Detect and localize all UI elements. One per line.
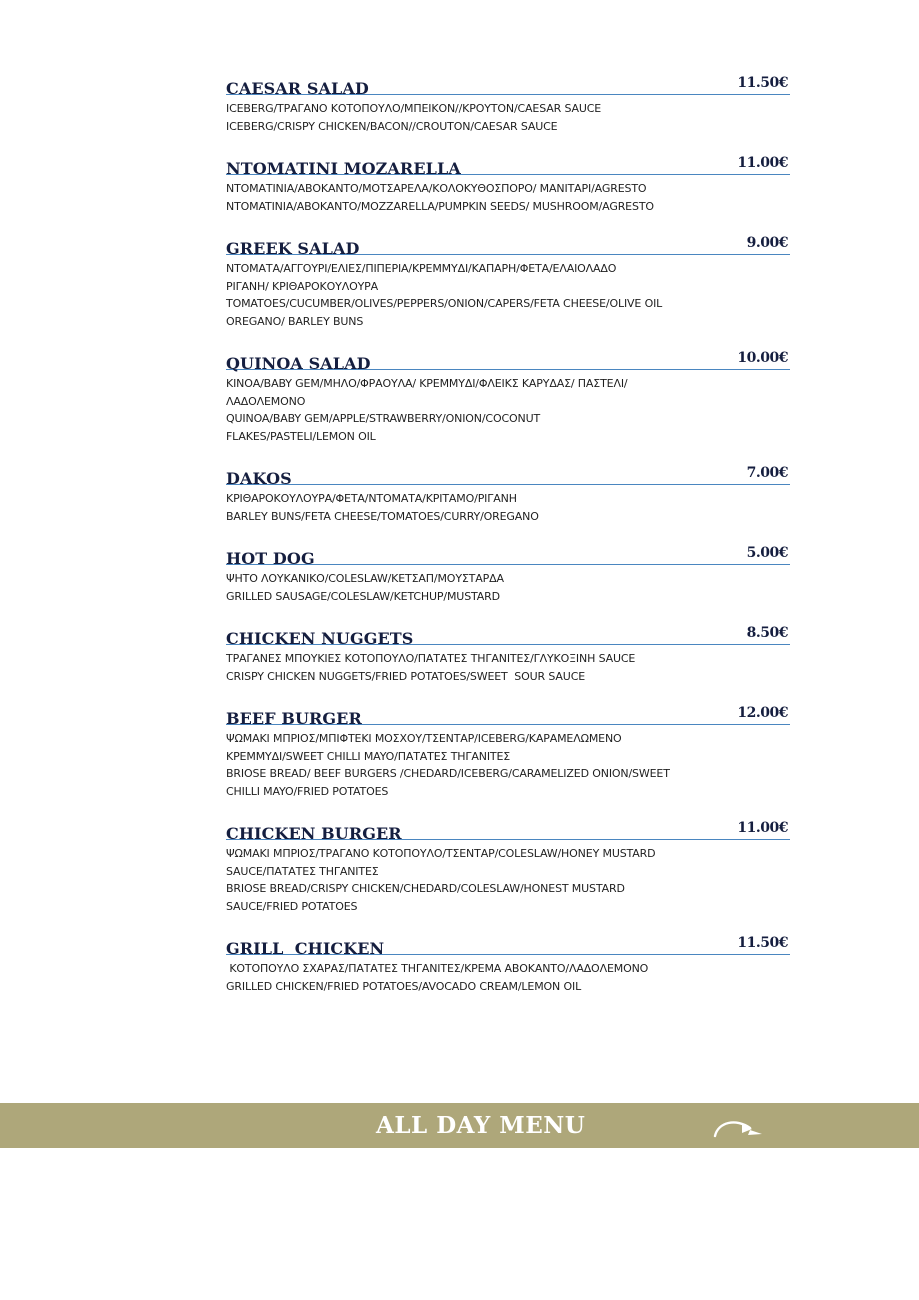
menu-item: [226, 76, 790, 135]
menu-item: [226, 156, 790, 215]
menu-item: [226, 351, 790, 445]
menu-item-price: 7.00€: [746, 465, 788, 481]
menu-item-price: 10.00€: [737, 350, 788, 366]
description-line: ΛΑΔΟΛΕΜΟΝΟ: [226, 394, 306, 408]
menu-item-description: [226, 100, 790, 135]
menu-item-header: [226, 465, 790, 488]
menu-item-name: DAKOS: [226, 469, 292, 488]
menu-item-description: [226, 375, 790, 445]
menu-item-name: NTOMATINI MOZARELLA: [226, 159, 461, 178]
description-line: BRIOSE BREAD/CRISPY CHICKEN/CHEDARD/COLESLAW/HONEST MUSTARD: [226, 882, 625, 895]
menu-item-name: CAESAR SALAD: [226, 79, 369, 98]
menu-item: [226, 706, 790, 800]
description-line: ΨΗΤΟ ΛΟΥΚΑΝΙΚΟ/COLESLAW/ΚΕΤΣΑΠ/ΜΟΥΣΤΑΡΔΑ: [226, 572, 504, 585]
menu-item-name: BEEF BURGER: [226, 709, 362, 728]
description-line: ΨΩΜΑΚΙ ΜΠΡΙΟΣ/ΜΠΙΦΤΕΚΙ ΜΟΣΧΟΥ/ΤΣΕΝΤΑΡ/ICEBERG/ΚΑΡΑΜΕΛΩΜΕΝΟ: [226, 732, 622, 745]
description-line: ΡΙΓΑΝΗ/ ΚΡΙΘΑΡΟΚΟΥΛΟΥΡΑ: [226, 279, 379, 293]
menu-item-name: CHICKEN NUGGETS: [226, 629, 414, 648]
description-line: BARLEY BUNS/FETA CHEESE/TOMATOES/CURRY/OREGANO: [226, 509, 539, 523]
menu-item-header: [226, 935, 790, 958]
menu-item: [226, 546, 790, 605]
menu-item-header: [226, 155, 790, 178]
description-line: ICEBERG/CRISPY CHICKEN/BACON//CROUTON/CAESAR SAUCE: [226, 119, 558, 133]
description-line: ΤΡΑΓΑΝΕΣ ΜΠΟΥΚΙΕΣ ΚΟΤΟΠΟΥΛΟ/ΠΑΤΑΤΕΣ ΤΗΓΑΝΙΤΕΣ/ΓΛΥΚΟΞΙΝΗ SAUCE: [226, 652, 636, 665]
footer-band: [0, 1103, 919, 1148]
menu-item-description: [226, 180, 790, 215]
menu-item-description: [226, 845, 790, 915]
description-line: ΚΙΝΟΑ/BABY GEM/ΜΗΛΟ/ΦΡΑΟΥΛΑ/ ΚΡΕΜΜΥΔΙ/ΦΛΕΙΚΣ ΚΑΡΥΔΑΣ/ ΠΑΣΤΕΛΙ/: [226, 377, 628, 390]
menu-item-description: [226, 960, 790, 995]
menu-item-description: [226, 260, 790, 330]
menu-item-description: [226, 650, 790, 685]
menu-item-header: [226, 75, 790, 98]
menu-item-price: 8.50€: [746, 625, 788, 641]
menu-item-price: 11.00€: [737, 155, 788, 171]
description-line: ICEBERG/ΤΡΑΓΑΝΟ ΚΟΤΟΠΟΥΛΟ/ΜΠΕΙΚΟΝ//ΚΡΟΥΤΟΝ/CAESAR SAUCE: [226, 102, 602, 115]
menu-item-price: 11.50€: [737, 935, 788, 951]
description-line: SAUCE/ΠΑΤΑΤΕΣ ΤΗΓΑΝΙΤΕΣ: [226, 864, 379, 878]
menu-item: [226, 821, 790, 915]
description-line: OREGANO/ BARLEY BUNS: [226, 314, 364, 328]
description-line: NTOMATINIA/ABOKANTO/MOZZARELLA/PUMPKIN SEEDS/ MUSHROOM/AGRESTO: [226, 199, 654, 213]
description-line: BRIOSE BREAD/ BEEF BURGERS /CHEDARD/ICEBERG/CARAMELIZED ONION/SWEET: [226, 767, 670, 780]
description-line: ΝΤΟΜΑΤΙΝΙΑ/ΑΒΟΚΑΝΤΟ/ΜΟΤΣΑΡΕΛΑ/ΚΟΛΟΚΥΘΟΣΠΟΡΟ/ ΜΑΝΙΤΑΡΙ/AGRESTO: [226, 182, 647, 195]
description-line: TOMATOES/CUCUMBER/OLIVES/PEPPERS/ONION/CAPERS/FETA CHEESE/OLIVE OIL: [226, 297, 663, 310]
menu-item-name: QUINOA SALAD: [226, 354, 371, 373]
description-line: ΨΩΜΑΚΙ ΜΠΡΙΟΣ/ΤΡΑΓΑΝΟ ΚΟΤΟΠΟΥΛΟ/ΤΣΕΝΤΑΡ/COLESLAW/HONEY MUSTARD: [226, 847, 656, 860]
menu-item-price: 9.00€: [746, 235, 788, 251]
footer-title: ALL DAY MENU: [376, 1112, 586, 1139]
menu-item: [226, 936, 790, 995]
description-line: GRILLED SAUSAGE/COLESLAW/KETCHUP/MUSTARD: [226, 589, 500, 603]
menu-item-description: [226, 490, 790, 525]
description-line: ΚΡΙΘΑΡΟΚΟΥΛΟΥΡΑ/ΦΕΤΑ/ΝΤΟΜΑΤΑ/ΚΡΙΤΑΜΟ/ΡΙΓΑΝΗ: [226, 492, 517, 505]
menu-item-price: 12.00€: [737, 705, 788, 721]
curved-arrow-icon[interactable]: [712, 1116, 766, 1138]
menu-item-header: [226, 545, 790, 568]
menu-item-price: 5.00€: [746, 545, 788, 561]
menu-item: [226, 236, 790, 330]
menu-item-header: [226, 820, 790, 843]
description-line: SAUCE/FRIED POTATOES: [226, 899, 358, 913]
menu-item-name: GRILL CHICKEN: [226, 939, 385, 958]
menu-item-description: [226, 570, 790, 605]
description-line: ΚΟΤΟΠΟΥΛΟ ΣΧΑΡΑΣ/ΠΑΤΑΤΕΣ ΤΗΓΑΝΙΤΕΣ/ΚΡΕΜΑ ΑΒΟΚΑΝΤΟ/ΛΑΔΟΛΕΜΟΝΟ: [226, 962, 649, 975]
menu-item-header: [226, 705, 790, 728]
menu-item-name: CHICKEN BURGER: [226, 824, 402, 843]
menu-item-name: HOT DOG: [226, 549, 315, 568]
menu-item-price: 11.50€: [737, 75, 788, 91]
description-line: FLAKES/PASTELI/LEMON OIL: [226, 429, 376, 443]
description-line: GRILLED CHICKEN/FRIED POTATOES/AVOCADO CREAM/LEMON OIL: [226, 979, 582, 993]
menu-item-name: GREEK SALAD: [226, 239, 360, 258]
description-line: ΝΤΟΜΑΤΑ/ΑΓΓΟΥΡΙ/ΕΛΙΕΣ/ΠΙΠΕΡΙΑ/ΚΡΕΜΜΥΔΙ/ΚΑΠΑΡΗ/ΦΕΤΑ/ΕΛΑΙΟΛΑΔΟ: [226, 262, 617, 275]
menu-item: [226, 466, 790, 525]
menu-item-header: [226, 350, 790, 373]
menu-list: [226, 76, 790, 1016]
menu-item-header: [226, 235, 790, 258]
description-line: CHILLI MAYO/FRIED POTATOES: [226, 784, 389, 798]
description-line: QUINOA/BABY GEM/APPLE/STRAWBERRY/ONION/COCONUT: [226, 412, 541, 425]
description-line: ΚΡΕΜΜΥΔΙ/SWEET CHILLI MAYO/ΠΑΤΑΤΕΣ ΤΗΓΑΝΙΤΕΣ: [226, 749, 511, 763]
menu-item-price: 11.00€: [737, 820, 788, 836]
menu-item: [226, 626, 790, 685]
menu-item-header: [226, 625, 790, 648]
description-line: CRISPY CHICKEN NUGGETS/FRIED POTATOES/SWEET SOUR SAUCE: [226, 669, 586, 683]
menu-item-description: [226, 730, 790, 800]
